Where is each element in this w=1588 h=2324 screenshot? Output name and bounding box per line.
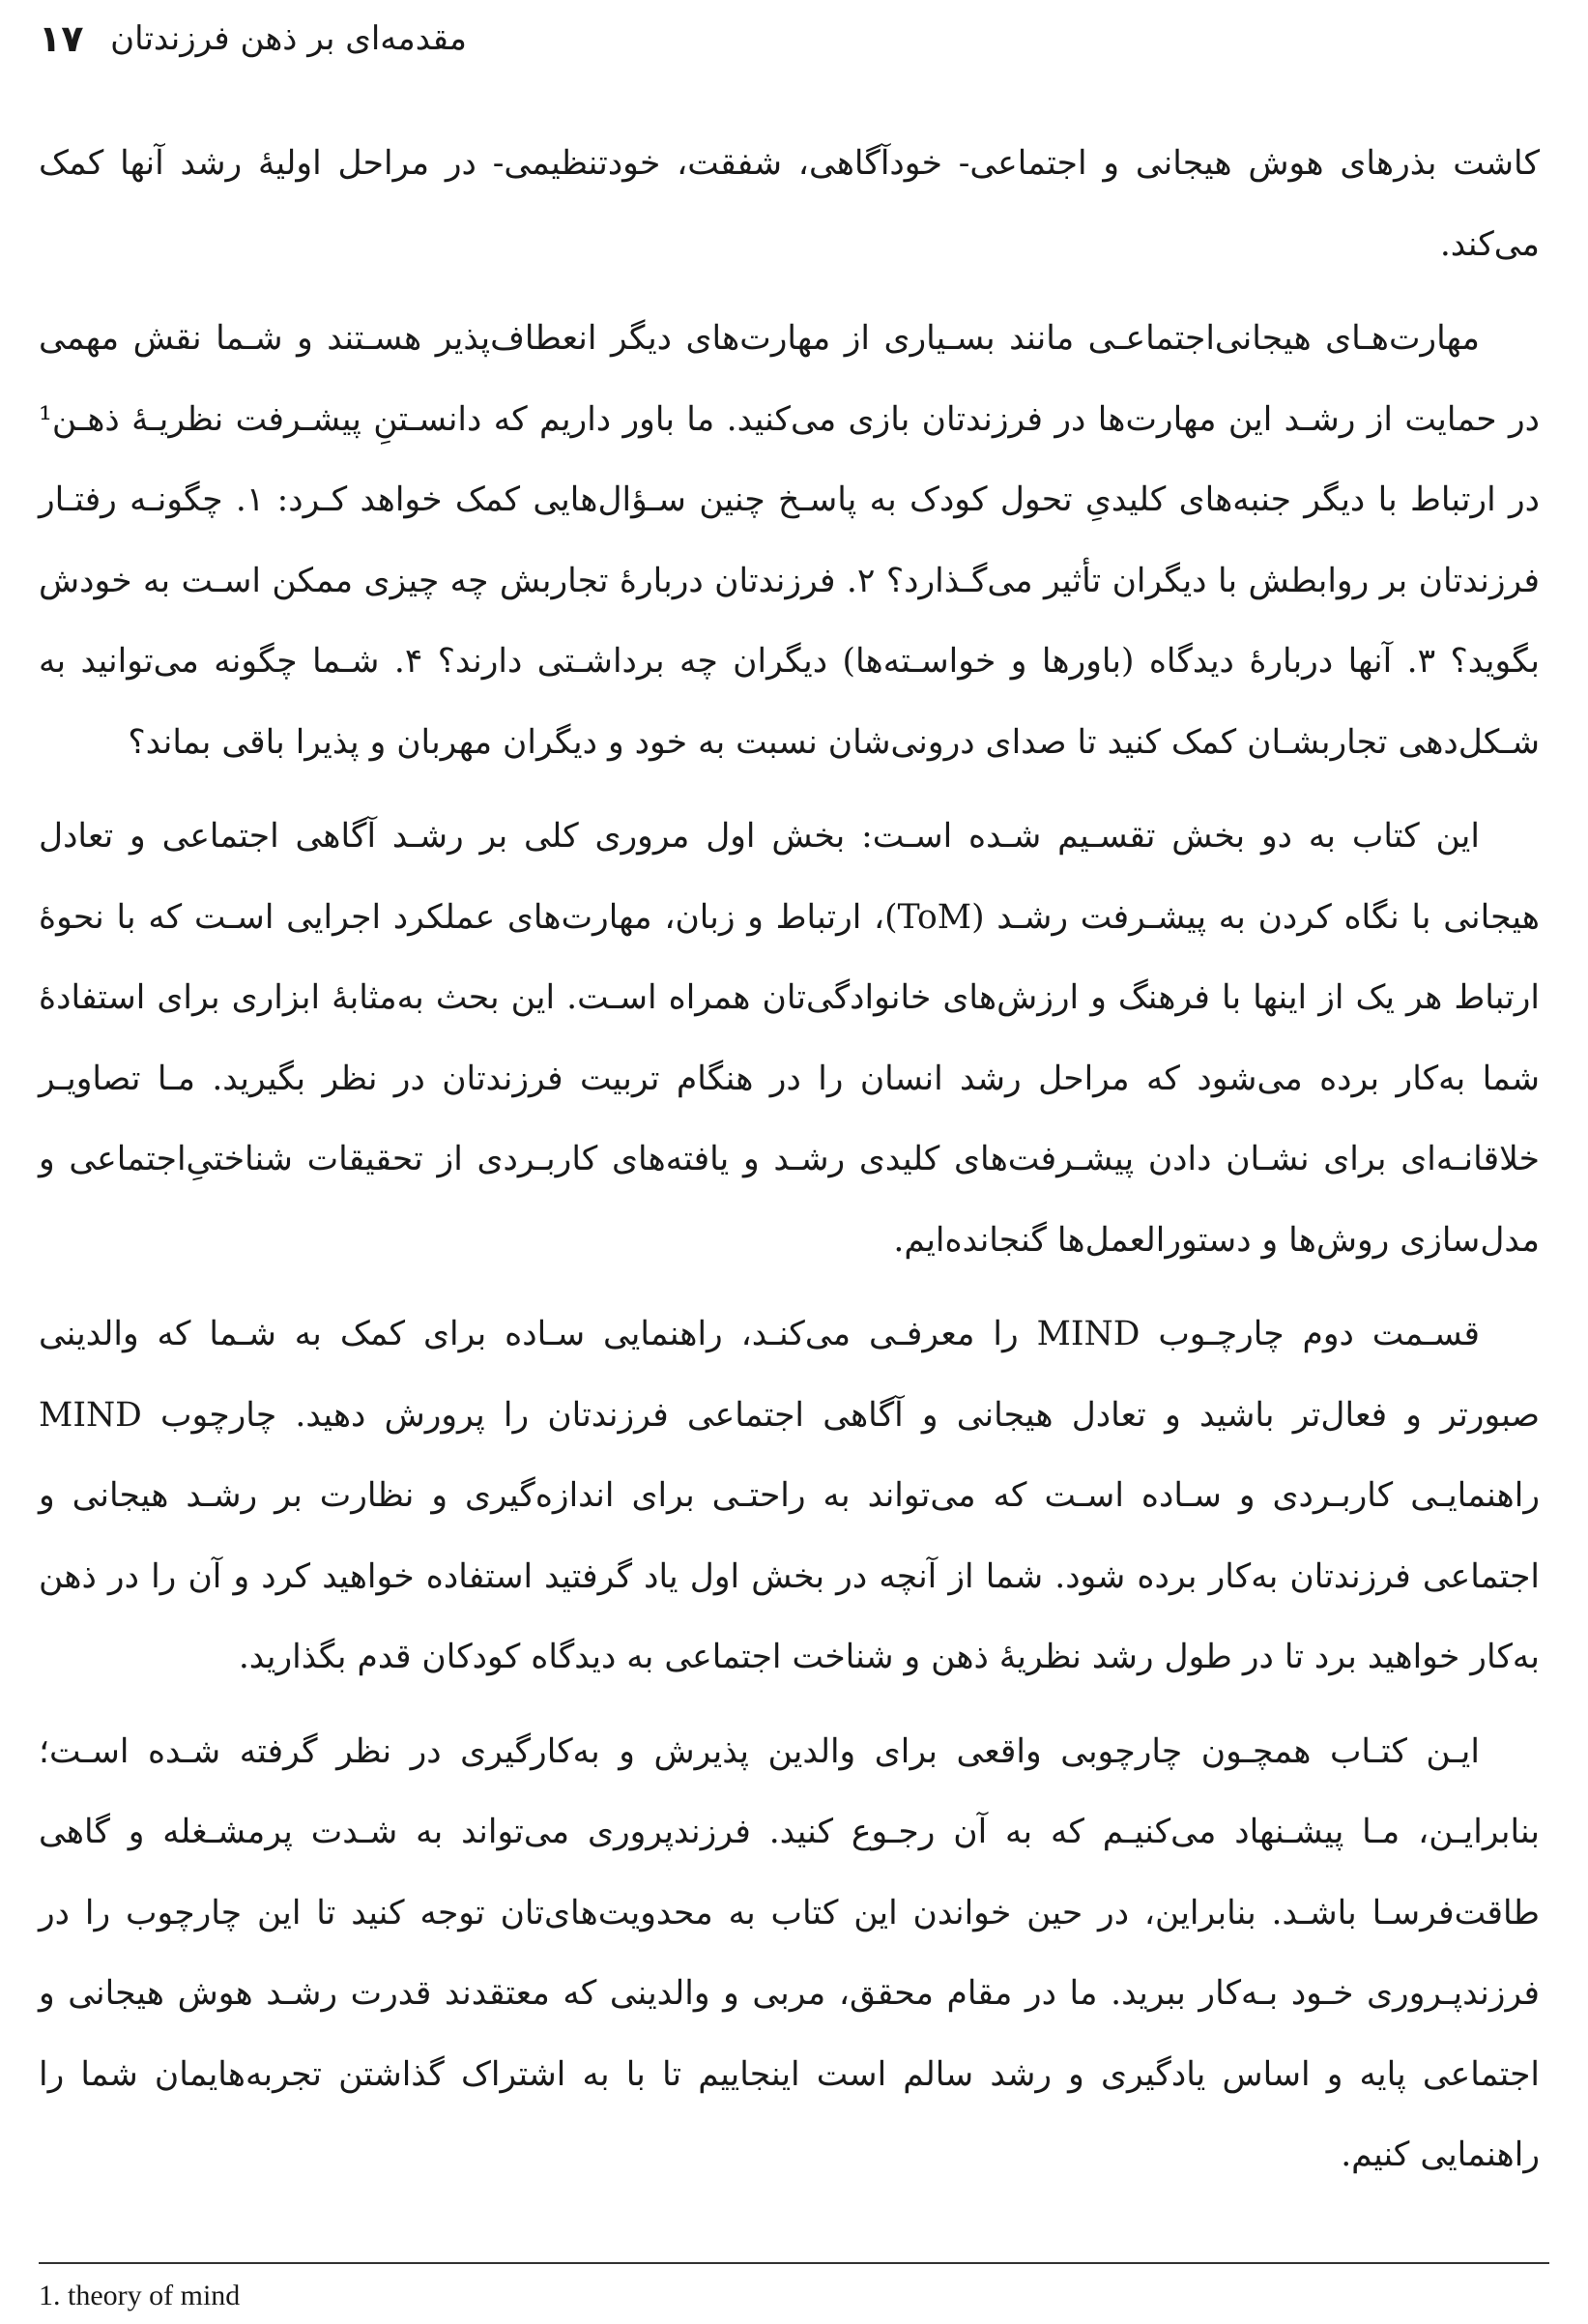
page-header (39, 17, 1549, 75)
paragraph-3: این کتاب به دو بخش تقسـیم شـده اسـت: بخش اول مروری کلی بر رشـد آگاهی اجتماعی و تعادل هیجانی با نگاه کردن به پیشـرفت رشـد (ToM)، ارتباط و زبان، مهارت‌های عملکرد اجرایی اسـت که با نحوۀ ارتباط هر یک از اینها با فرهنگ و ارزش‌های خانوادگی‌تان همراه اسـت. این بحث به‌مثابۀ ابزاری برای استفادۀ شما به‌کار برده می‌شود که مراحل رشد انسان را در هنگام تربیت فرزندتان در نظر بگیرید. مـا تصاویـر خلاقانـه‌ای برای نشـان دادن پیشـرفت‌های کلیدی رشـد و یافته‌های کاربـردی از تحقیقات شناختیِ‌اجتماعی و مدل‌سازی روش‌ها و دستورالعمل‌ها گنجانده‌ایم. (39, 817, 1540, 1260)
running-title: مقدمه‌ای بر ذهن فرزندتان (110, 19, 467, 58)
footnote-divider (39, 2262, 1549, 2264)
page-number: ۱۷ (39, 17, 84, 60)
paragraph-1: کاشت بذرهای هوش هیجانی و اجتماعی- خودآگاهی، شفقت، خودتنظیمی- در مراحل اولیۀ رشد آنها کمک می‌کند. (39, 144, 1540, 264)
paragraph-5: ایـن کتـاب همچـون چارچوبی واقعی برای والدین پذیرش و به‌کارگیری در نظر گرفته شـده اسـت؛ بنابرایـن، مـا پیشـنهاد می‌کنیـم که به آن رجـوع کنید. فرزندپروری می‌تواند به شـدت پرمشـغله و گاهی طاقت‌فرسـا باشـد. بنابراین، در حین خواندن این کتاب به محدویت‌های‌تان توجه کنید تا این چارچوب را در فرزندپـروری خـود بـه‌کار ببرید. ما در مقام محقق، مربی و والدینی که معتقدند قدرت رشـد هوش هیجانی و اجتماعی پایه و اساس یادگیری و رشد سالم است اینجاییم تا با به اشتراک گذاشتن تجربه‌هایمان شما را راهنمایی کنیم. (39, 1731, 1540, 2174)
footnote: 1. theory of mind (39, 2280, 241, 2311)
paragraph-4: قسـمت دوم چارچـوب MIND را معرفـی می‌کنـد، راهنمایی سـاده برای کمک به شـما که والدینی صبورتر و فعال‌تر باشید و تعادل هیجانی و آگاهی اجتماعی فرزندتان را پرورش دهید. چارچوب MIND راهنمایـی کاربـردی و سـاده اسـت که می‌تواند به راحتـی برای اندازه‌گیری و نظارت بر رشـد هیجانی و اجتماعی فرزندتان به‌کار برده شود. شما از آنچه در بخش اول یاد گرفتید استفاده خواهید کرد و آن را در ذهن به‌کار خواهید برد تا در طول رشد نظریۀ ذهن و شناخت اجتماعی به دیدگاه کودکان قدم بگذارید. (39, 1315, 1540, 1676)
paragraph-2: مهارت‌هـای هیجانی‌اجتماعـی مانند بسـیاری از مهارت‌های دیگر انعطاف‌پذیر هسـتند و شـما نقش مهمی در حمایت از رشـد این مهارت‌ها در فرزندتان بازی می‌کنید. ما باور داریم که دانسـتنِ پیشـرفت نظریـۀ ذهـن¹ در ارتباط با دیگر جنبه‌های کلیدیِ تحول کودک به پاسـخ چنین سـؤال‌هایی کمک خواهد کـرد: ۱. چگونـه رفتـار فرزندتان بر روابطش با دیگران تأثیر می‌گـذارد؟ ۲. فرزندتان دربارۀ تجاربش چه چیزی ممکن اسـت به خودش بگوید؟ ۳. آنها دربارۀ دیدگاه (باورها و خواسـته‌ها) دیگران چه برداشـتی دارند؟ ۴. شـما چگونه می‌توانید به شـکل‌دهی تجاربشـان کمک کنید تا صدای درونی‌شان نسبت به خود و دیگران مهربان و پذیرا باقی بماند؟ (39, 319, 1541, 762)
body-text (39, 124, 1540, 2210)
